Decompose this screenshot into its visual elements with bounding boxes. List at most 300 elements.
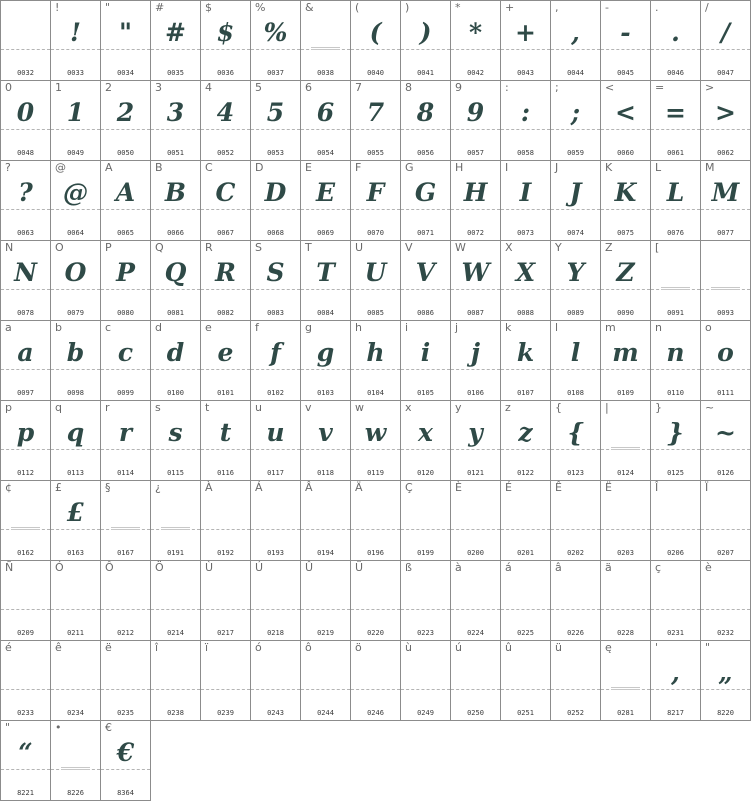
glyph-cell: [300, 400, 351, 481]
baseline-guide: [501, 529, 550, 530]
character-code: 0093: [717, 309, 734, 317]
reference-character: é: [5, 641, 12, 654]
character-code: 0077: [717, 229, 734, 237]
reference-character: 9: [455, 81, 462, 94]
glyph-cell: [50, 240, 101, 321]
baseline-guide: [501, 609, 550, 610]
glyph-cell: [500, 0, 551, 81]
reference-character: 5: [255, 81, 262, 94]
character-code: 0040: [367, 69, 384, 77]
glyph-cell: [500, 80, 551, 161]
character-code: 0075: [617, 229, 634, 237]
character-code: 0231: [667, 629, 684, 637]
reference-character: G: [405, 161, 414, 174]
glyph-cell: [200, 80, 251, 161]
glyph-cell: [650, 80, 701, 161]
reference-character: Q: [155, 241, 164, 254]
missing-glyph-mark: [11, 527, 40, 530]
glyph-cell: [500, 400, 551, 481]
reference-character: r: [105, 401, 110, 414]
reference-character: !: [55, 1, 60, 14]
baseline-guide: [251, 689, 300, 690]
character-code: 0060: [617, 149, 634, 157]
character-code: 0249: [417, 709, 434, 717]
character-code: 0081: [167, 309, 184, 317]
glyph-cell: [150, 480, 201, 561]
reference-character: ó: [255, 641, 262, 654]
glyph-cell: [250, 640, 301, 721]
reference-character: 2: [105, 81, 112, 94]
character-code: 0053: [267, 149, 284, 157]
reference-character: P: [105, 241, 112, 254]
glyph-cell: [0, 0, 51, 81]
glyph-cell: [50, 640, 101, 721]
font-glyph: 5: [266, 98, 285, 127]
glyph-cell: [500, 160, 551, 241]
font-glyph: g: [316, 338, 335, 367]
glyph-cell: [450, 320, 501, 401]
baseline-guide: [601, 609, 650, 610]
character-code: 0202: [567, 549, 584, 557]
glyph-cell: [300, 320, 351, 401]
reference-character: $: [205, 1, 212, 14]
character-code: 0232: [717, 629, 734, 637]
character-code: 0090: [617, 309, 634, 317]
font-glyph: U: [364, 258, 387, 287]
character-code: 0084: [317, 309, 334, 317]
reference-character: •: [55, 721, 62, 734]
character-code: 0085: [367, 309, 384, 317]
reference-character: ¿: [155, 481, 161, 494]
reference-character: j: [455, 321, 459, 334]
character-code: 0209: [17, 629, 34, 637]
glyph-cell: [0, 80, 51, 161]
reference-character: ï: [205, 641, 209, 654]
character-code: 0117: [267, 469, 284, 477]
baseline-guide: [551, 689, 600, 690]
glyph-cell: [350, 80, 401, 161]
font-glyph: s: [168, 418, 183, 447]
reference-character: À: [205, 481, 213, 494]
character-code: 0124: [617, 469, 634, 477]
reference-character: O: [55, 241, 64, 254]
reference-character: {: [555, 401, 562, 414]
glyph-cell: [650, 640, 701, 721]
reference-character: È: [455, 481, 462, 494]
reference-character: >: [705, 81, 715, 94]
reference-character: £: [55, 481, 62, 494]
glyph-cell: [600, 80, 651, 161]
font-glyph: z: [518, 418, 533, 447]
glyph-cell: [400, 0, 451, 81]
character-code: 0044: [567, 69, 584, 77]
glyph-cell: [700, 80, 751, 161]
font-glyph: 4: [216, 98, 235, 127]
character-code: 0113: [67, 469, 84, 477]
font-glyph: k: [516, 338, 535, 367]
character-code: 0110: [667, 389, 684, 397]
reference-character: ö: [355, 641, 362, 654]
glyph-cell: [700, 160, 751, 241]
character-code: 0052: [217, 149, 234, 157]
font-glyph: 6: [316, 98, 335, 127]
reference-character: €: [105, 721, 112, 734]
glyph-cell: [450, 240, 501, 321]
reference-character: Ù: [205, 561, 214, 574]
glyph-cell: [50, 400, 101, 481]
character-code: 0123: [567, 469, 584, 477]
glyph-cell: [250, 80, 301, 161]
glyph-cell: [0, 160, 51, 241]
glyph-cell: [400, 560, 451, 641]
font-glyph: v: [318, 418, 333, 447]
reference-character: Ë: [605, 481, 612, 494]
character-code: 0218: [267, 629, 284, 637]
glyph-cell: [350, 400, 401, 481]
font-glyph: ": [118, 18, 133, 47]
reference-character: R: [205, 241, 213, 254]
character-code: 0068: [267, 229, 284, 237]
reference-character: e: [205, 321, 212, 334]
character-code: 0035: [167, 69, 184, 77]
character-code: 0086: [417, 309, 434, 317]
character-code: 0191: [167, 549, 184, 557]
font-glyph: 2: [116, 98, 135, 127]
glyph-cell: [0, 320, 51, 401]
character-code: 0034: [117, 69, 134, 77]
font-glyph: >: [715, 98, 736, 127]
character-code: 0089: [567, 309, 584, 317]
glyph-cell: [650, 240, 701, 321]
font-glyph: D: [264, 178, 287, 207]
reference-character: [: [655, 241, 660, 254]
reference-character: ): [405, 1, 410, 14]
reference-character: ú: [455, 641, 462, 654]
reference-character: è: [705, 561, 712, 574]
character-code: 0244: [317, 709, 334, 717]
character-code: 0102: [267, 389, 284, 397]
glyph-cell: [600, 480, 651, 561]
reference-character: ~: [705, 401, 715, 414]
character-code: 0033: [67, 69, 84, 77]
missing-glyph-mark: [661, 287, 690, 290]
character-code: 0194: [317, 549, 334, 557]
glyph-cell: [150, 560, 201, 641]
reference-character: J: [555, 161, 559, 174]
glyph-cell: [650, 480, 701, 561]
character-code: 0167: [117, 549, 134, 557]
reference-character: p: [5, 401, 12, 414]
character-code: 0057: [467, 149, 484, 157]
character-code: 0078: [17, 309, 34, 317]
font-glyph: l: [570, 338, 581, 367]
font-glyph: ,: [671, 658, 680, 687]
glyph-cell: [700, 560, 751, 641]
font-glyph: i: [420, 338, 431, 367]
reference-character: Á: [255, 481, 263, 494]
font-glyph: #: [165, 18, 186, 47]
reference-character: <: [605, 81, 615, 94]
character-code: 0192: [217, 549, 234, 557]
reference-character: E: [305, 161, 312, 174]
reference-character: l: [555, 321, 559, 334]
reference-character: Y: [555, 241, 562, 254]
glyph-cell: [200, 480, 251, 561]
character-code: 0238: [167, 709, 184, 717]
reference-character: h: [355, 321, 362, 334]
glyph-cell: [550, 480, 601, 561]
reference-character: X: [505, 241, 513, 254]
baseline-guide: [401, 529, 450, 530]
reference-character: ;: [555, 81, 559, 94]
glyph-cell: [100, 640, 151, 721]
glyph-cell: [150, 320, 201, 401]
font-glyph: h: [366, 338, 385, 367]
reference-character: *: [455, 1, 461, 14]
glyph-cell: [250, 320, 301, 401]
font-glyph: C: [215, 178, 236, 207]
baseline-guide: [701, 609, 750, 610]
reference-character: }: [655, 401, 662, 414]
character-code: 0121: [467, 469, 484, 477]
glyph-cell: [200, 320, 251, 401]
reference-character: 3: [155, 81, 162, 94]
glyph-cell: [100, 720, 151, 801]
glyph-cell: [100, 160, 151, 241]
reference-character: L: [655, 161, 662, 174]
glyph-cell: [200, 240, 251, 321]
character-code: 0223: [417, 629, 434, 637]
font-glyph: W: [461, 258, 490, 287]
reference-character: ü: [555, 641, 562, 654]
glyph-cell: [650, 560, 701, 641]
glyph-cell: [0, 720, 51, 801]
glyph-cell: [300, 560, 351, 641]
glyph-cell: [650, 160, 701, 241]
glyph-cell: [250, 560, 301, 641]
glyph-cell: [0, 240, 51, 321]
character-code: 0114: [117, 469, 134, 477]
baseline-guide: [301, 529, 350, 530]
glyph-cell: [350, 320, 401, 401]
character-code: 8364: [117, 789, 134, 797]
font-glyph: -: [620, 18, 631, 47]
font-glyph: p: [16, 418, 35, 447]
glyph-cell: [150, 0, 201, 81]
reference-character: m: [605, 321, 616, 334]
reference-character: ": [5, 721, 11, 734]
font-glyph: d: [166, 338, 185, 367]
character-code: 0054: [317, 149, 334, 157]
glyph-cell: [350, 480, 401, 561]
reference-character: Û: [305, 561, 314, 574]
reference-character: §: [105, 481, 111, 494]
character-code: 0056: [417, 149, 434, 157]
character-code: 0098: [67, 389, 84, 397]
font-glyph: 7: [366, 98, 385, 127]
reference-character: /: [705, 1, 709, 14]
character-code: 0082: [217, 309, 234, 317]
reference-character: w: [355, 401, 364, 414]
reference-character: i: [405, 321, 409, 334]
character-code: 0065: [117, 229, 134, 237]
font-glyph: M: [711, 178, 740, 207]
glyph-cell: [100, 400, 151, 481]
font-glyph: y: [468, 418, 483, 447]
font-glyph: €: [116, 738, 135, 767]
reference-character: Î: [655, 481, 659, 494]
character-code: 0038: [317, 69, 334, 77]
font-glyph: L: [666, 178, 685, 207]
baseline-guide: [201, 689, 250, 690]
font-glyph: +: [515, 18, 536, 47]
character-code: 0104: [367, 389, 384, 397]
character-code: 8220: [717, 709, 734, 717]
font-glyph: ;: [570, 98, 581, 127]
character-code: 0071: [417, 229, 434, 237]
character-code: 0074: [567, 229, 584, 237]
glyph-cell: [550, 0, 601, 81]
character-code: 0072: [467, 229, 484, 237]
reference-character: I: [505, 161, 509, 174]
character-code: 0243: [267, 709, 284, 717]
character-code: 0203: [617, 549, 634, 557]
reference-character: Z: [605, 241, 613, 254]
reference-character: Â: [305, 481, 313, 494]
character-code: 0087: [467, 309, 484, 317]
reference-character: ç: [655, 561, 662, 574]
glyph-cell: [200, 640, 251, 721]
glyph-cell: [300, 0, 351, 81]
font-glyph: q: [66, 418, 85, 447]
reference-character: ?: [5, 161, 11, 174]
glyph-cell: [100, 0, 151, 81]
reference-character: #: [155, 1, 165, 14]
glyph-cell: [450, 80, 501, 161]
font-glyph: !: [70, 18, 81, 47]
character-code: 0066: [167, 229, 184, 237]
character-code: 0064: [67, 229, 84, 237]
font-glyph: B: [164, 178, 187, 207]
character-code: 0196: [367, 549, 384, 557]
character-code: 0122: [517, 469, 534, 477]
reference-character: Ï: [705, 481, 709, 494]
character-code: 0111: [717, 389, 734, 397]
baseline-guide: [251, 529, 300, 530]
character-code: 0207: [717, 549, 734, 557]
baseline-guide: [701, 529, 750, 530]
character-code: 0062: [717, 149, 734, 157]
reference-character: Ó: [55, 561, 64, 574]
baseline-guide: [451, 689, 500, 690]
font-glyph: {: [567, 418, 584, 447]
baseline-guide: [351, 529, 400, 530]
font-glyph: :: [520, 98, 531, 127]
reference-character: Ü: [355, 561, 364, 574]
character-code: 0228: [617, 629, 634, 637]
baseline-guide: [551, 529, 600, 530]
character-code: 0201: [517, 549, 534, 557]
font-glyph: X: [515, 258, 536, 287]
reference-character: 4: [205, 81, 212, 94]
character-code: 0045: [617, 69, 634, 77]
font-glyph: 0: [16, 98, 35, 127]
character-code: 0214: [167, 629, 184, 637]
baseline-guide: [201, 609, 250, 610]
baseline-guide: [651, 609, 700, 610]
character-code: 0217: [217, 629, 234, 637]
glyph-cell: [250, 480, 301, 561]
glyph-cell: [700, 640, 751, 721]
baseline-guide: [101, 609, 150, 610]
character-code: 0163: [67, 549, 84, 557]
reference-character: K: [605, 161, 613, 174]
glyph-cell: [300, 480, 351, 561]
font-glyph: V: [415, 258, 436, 287]
reference-character: ": [105, 1, 111, 14]
glyph-cell: [550, 80, 601, 161]
glyph-cell: [200, 560, 251, 641]
character-code: 0116: [217, 469, 234, 477]
glyph-cell: [350, 0, 401, 81]
character-code: 0200: [467, 549, 484, 557]
font-glyph: }: [667, 418, 684, 447]
baseline-guide: [1, 49, 50, 50]
reference-character: v: [305, 401, 312, 414]
reference-character: Ú: [255, 561, 264, 574]
reference-character: ,: [555, 1, 559, 14]
reference-character: Ö: [155, 561, 164, 574]
baseline-guide: [401, 609, 450, 610]
font-glyph: $: [216, 18, 235, 47]
baseline-guide: [501, 689, 550, 690]
glyph-cell: [50, 0, 101, 81]
glyph-cell: [150, 640, 201, 721]
glyph-cell: [450, 640, 501, 721]
character-code: 0043: [517, 69, 534, 77]
character-code: 0219: [317, 629, 334, 637]
character-code: 0099: [117, 389, 134, 397]
baseline-guide: [301, 689, 350, 690]
reference-character: a: [5, 321, 12, 334]
glyph-cell: [50, 80, 101, 161]
reference-character: ": [705, 641, 711, 654]
glyph-cell: [500, 560, 551, 641]
reference-character: c: [105, 321, 112, 334]
character-code: 8221: [17, 789, 34, 797]
character-code: 0250: [467, 709, 484, 717]
glyph-cell: [600, 320, 651, 401]
reference-character: ¢: [5, 481, 12, 494]
reference-character: |: [605, 401, 609, 414]
character-code: 0106: [467, 389, 484, 397]
character-code: 0220: [367, 629, 384, 637]
glyph-cell: [500, 640, 551, 721]
reference-character: y: [455, 401, 462, 414]
font-glyph: „: [718, 658, 733, 687]
font-glyph: @: [63, 178, 88, 207]
glyph-cell: [700, 480, 751, 561]
glyph-cell: [350, 560, 401, 641]
reference-character: x: [405, 401, 412, 414]
font-glyph: b: [66, 338, 85, 367]
character-code: 0070: [367, 229, 384, 237]
reference-character: Ê: [555, 481, 562, 494]
glyph-cell: [400, 80, 451, 161]
font-glyph: A: [115, 178, 136, 207]
font-glyph: P: [116, 258, 135, 287]
font-glyph: Q: [164, 258, 187, 287]
